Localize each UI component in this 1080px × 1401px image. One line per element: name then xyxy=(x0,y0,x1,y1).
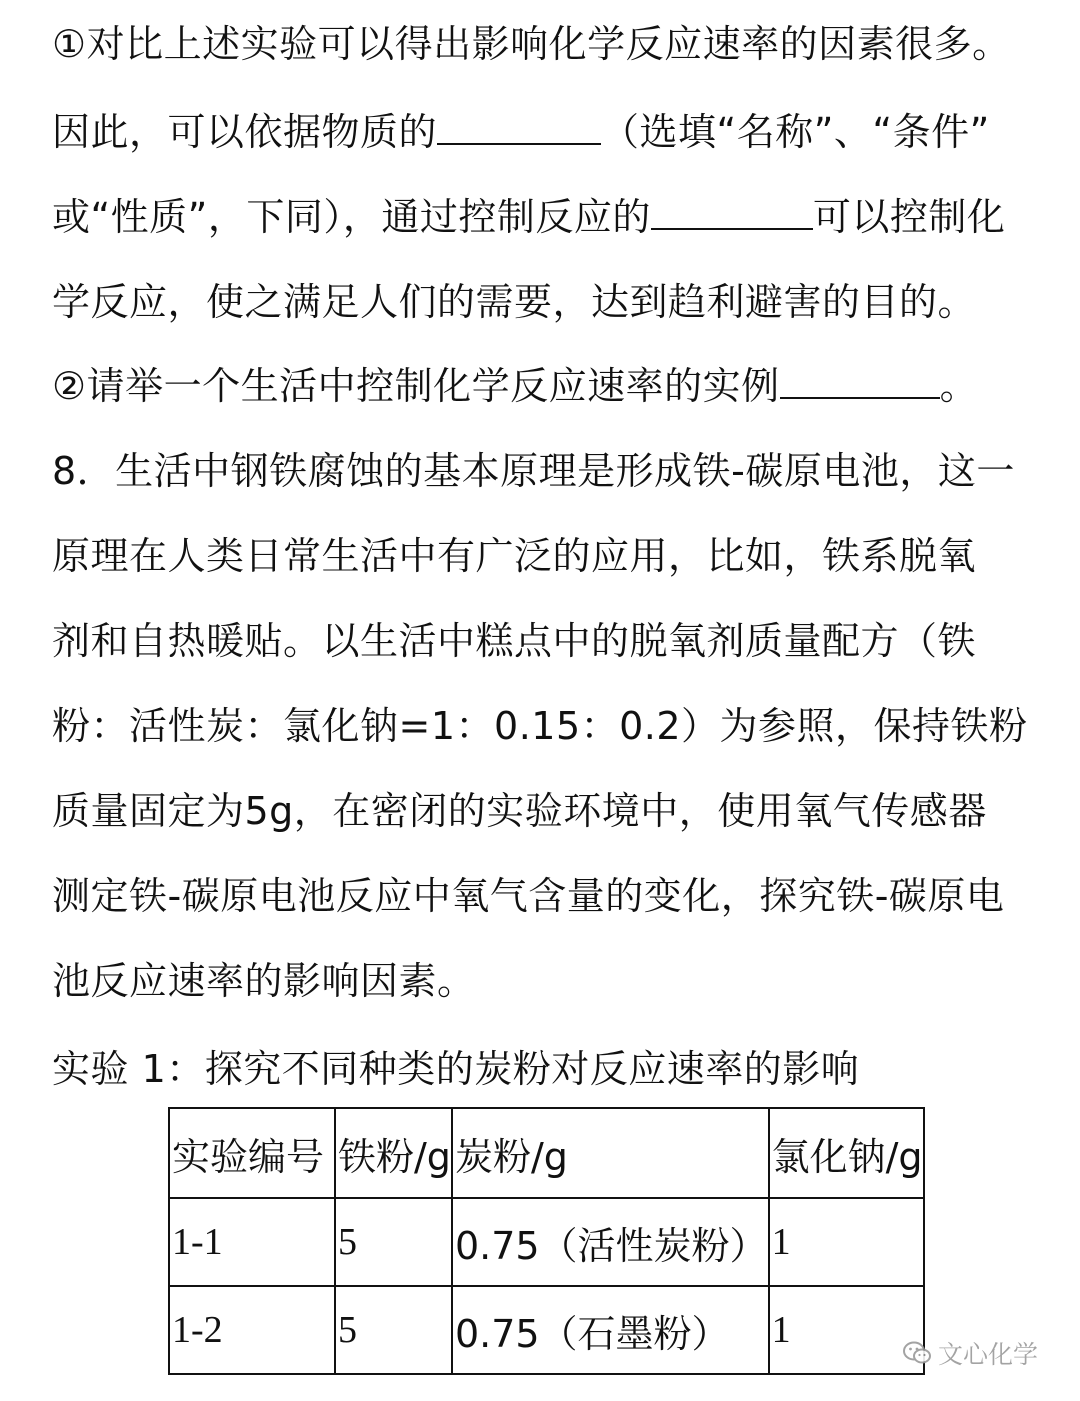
text-line: ①对比上述实验可以得出影响化学反应速率的因素很多。 xyxy=(52,22,1011,66)
table-cell: 5 xyxy=(335,1286,452,1374)
table-header-cell: 炭粉/g xyxy=(452,1108,769,1198)
text-segment: 可以控制化 xyxy=(812,195,1006,239)
question-line: 8．生活中钢铁腐蚀的基本原理是形成铁-碳原电池，这一 xyxy=(52,449,1015,493)
table-cell: 0.75（活性炭粉） xyxy=(452,1198,769,1286)
table-cell: 1 xyxy=(769,1286,924,1374)
table-cell: 1-1 xyxy=(169,1198,335,1286)
table-header-row xyxy=(169,1108,924,1198)
table-cell: 1-2 xyxy=(169,1286,335,1374)
table-cell: 0.75（石墨粉） xyxy=(452,1286,769,1374)
table-cell: 1 xyxy=(769,1198,924,1286)
text-segment: ②请举一个生活中控制化学反应速率的实例 xyxy=(52,364,780,408)
watermark-text: 文心化学 xyxy=(938,1340,1039,1369)
text-segment: 因此，可以依据物质的 xyxy=(52,110,438,154)
watermark xyxy=(902,1338,1038,1368)
table-cell: 5 xyxy=(335,1198,452,1286)
question-line: 质量固定为5g，在密闭的实验环境中，使用氧气传感器 xyxy=(52,789,987,833)
experiment-table xyxy=(168,1107,925,1375)
text-line xyxy=(52,193,1042,241)
text-line xyxy=(52,362,1042,410)
text-segment: 或“性质”，下同），通过控制反应的 xyxy=(52,195,651,239)
question-line: 测定铁-碳原电池反应中氧气含量的变化，探究铁-碳原电 xyxy=(52,874,1005,918)
text-line xyxy=(52,108,1042,156)
table-header-cell: 实验编号 xyxy=(169,1108,335,1198)
text-line: 学反应，使之满足人们的需要，达到趋利避害的目的。 xyxy=(52,280,977,324)
text-segment: 。 xyxy=(939,364,979,408)
answer-blank[interactable] xyxy=(780,367,940,399)
question-line: 池反应速率的影响因素。 xyxy=(52,959,476,1003)
table-header-cell: 氯化钠/g xyxy=(769,1108,924,1198)
wechat-icon xyxy=(902,1340,932,1366)
answer-blank[interactable] xyxy=(437,113,601,145)
question-line: 剂和自热暖贴。以生活中糕点中的脱氧剂质量配方（铁 xyxy=(52,619,977,663)
question-line: 原理在人类日常生活中有广泛的应用，比如，铁系脱氧 xyxy=(52,534,977,578)
experiment-title: 实验 1：探究不同种类的炭粉对反应速率的影响 xyxy=(52,1047,860,1091)
table-row xyxy=(169,1198,924,1286)
question-line: 粉：活性炭：氯化钠=1：0.15：0.2）为参照，保持铁粉 xyxy=(52,704,1028,748)
answer-blank[interactable] xyxy=(651,198,813,230)
text-segment: （选填“名称”、“条件” xyxy=(601,110,990,154)
table-row xyxy=(169,1286,924,1374)
table-header-cell: 铁粉/g xyxy=(335,1108,452,1198)
